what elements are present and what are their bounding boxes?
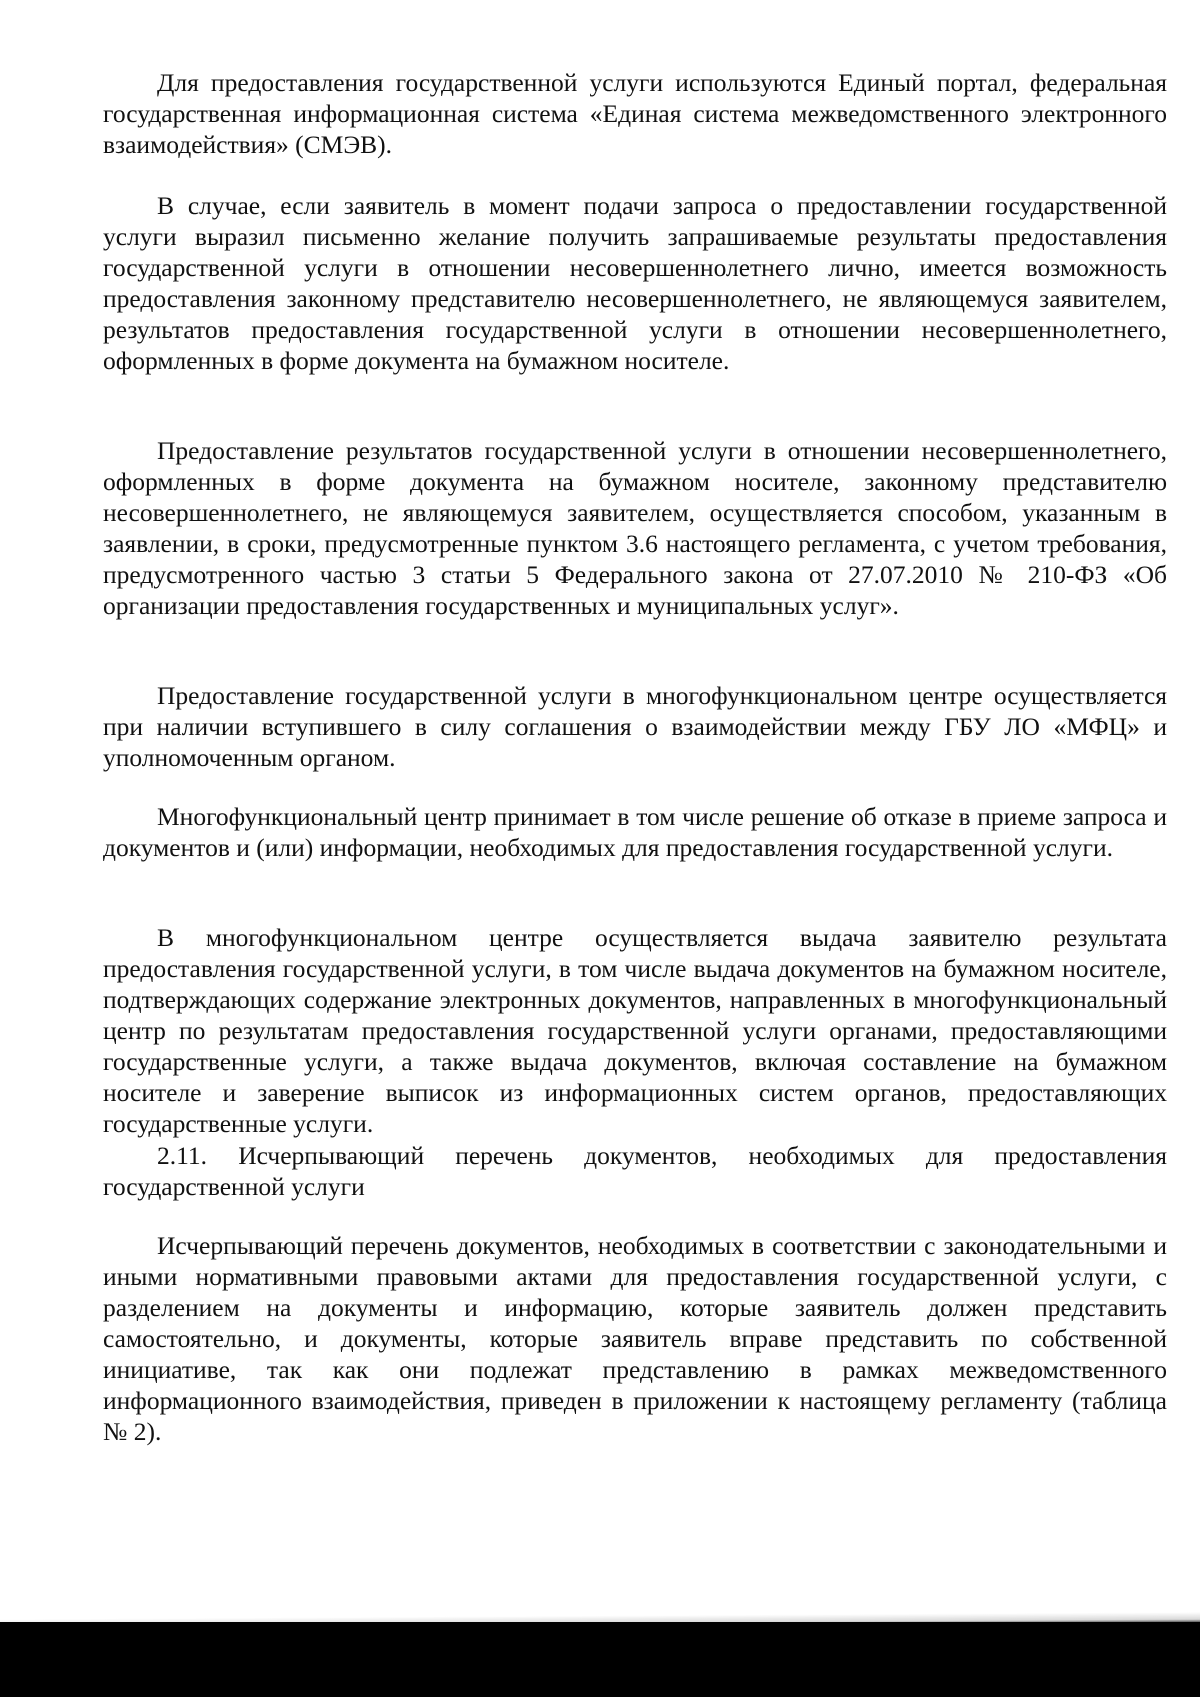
paragraph-mfc-agreement: Предоставление государственной услуги в многофункциональном центре осуществляется при наличии вступившего в силу соглашения о взаимодействии между ГБУ ЛО «МФЦ» и уполномоченным органом. bbox=[103, 681, 1167, 772]
paragraph-mfc-refusal: Многофункциональный центр принимает в том числе решение об отказе в приеме запроса и документов и (или) информации, необходимых для предоставления государственной услуги. bbox=[103, 802, 1167, 862]
section-heading-2-11: 2.11. Исчерпывающий перечень документов, необходимых для предоставления государственной услуги bbox=[103, 1141, 1167, 1201]
scan-black-border bbox=[0, 1622, 1200, 1697]
paragraph-portal-smev: Для предоставления государственной услуги используются Единый портал, федеральная государственная информационная система «Единая система межведомственного электронного взаимодействия» (СМЭВ). bbox=[103, 68, 1167, 159]
paragraph-minor-results: В случае, если заявитель в момент подачи запроса о предоставлении государственной услуги выразил письменно желание получить запрашиваемые результаты предоставления государственной услуги в отношении несовершеннолетнего лично, имеется возможность предоставления законному представителю несовершеннолетнего, не являющемуся заявителем, результатов предоставления государственной услуги в отношении несовершеннолетнего, оформленных в форме документа на бумажном носителе. bbox=[103, 191, 1167, 375]
paragraph-documents-list: Исчерпывающий перечень документов, необходимых в соответствии с законодательными и иными нормативными правовыми актами для предоставления государственной услуги, с разделением на документы и информацию, которые заявитель должен представить самостоятельно, и документы, которые заявитель вправе представить по собственной инициативе, так как они подлежат представлению в рамках межведомственного информационного взаимодействия, приведен в приложении к настоящему регламенту (таблица № 2). bbox=[103, 1231, 1167, 1446]
paragraph-results-delivery: Предоставление результатов государственной услуги в отношении несовершеннолетнего, оформленных в форме документа на бумажном носителе, законному представителю несовершеннолетнего, не являющемуся заявителем, осуществляется способом, указанным в заявлении, в сроки, предусмотренные пунктом 3.6 настоящего регламента, с учетом требования, предусмотренного частью 3 статьи 5 Федерального закона от 27.07.2010 № 210-ФЗ «Об организации предоставления государственных и муниципальных услуг». bbox=[103, 436, 1167, 620]
paragraph-mfc-issuance: В многофункциональном центре осуществляется выдача заявителю результата предоставления государственной услуги, в том числе выдача документов на бумажном носителе, подтверждающих содержание электронных документов, направленных в многофункциональный центр по результатам предоставления государственной услуги органами, предоставляющими государственные услуги, а также выдача документов, включая составление на бумажном носителе и заверение выписок из информационных систем органов, предоставляющих государственные услуги. bbox=[103, 923, 1167, 1138]
